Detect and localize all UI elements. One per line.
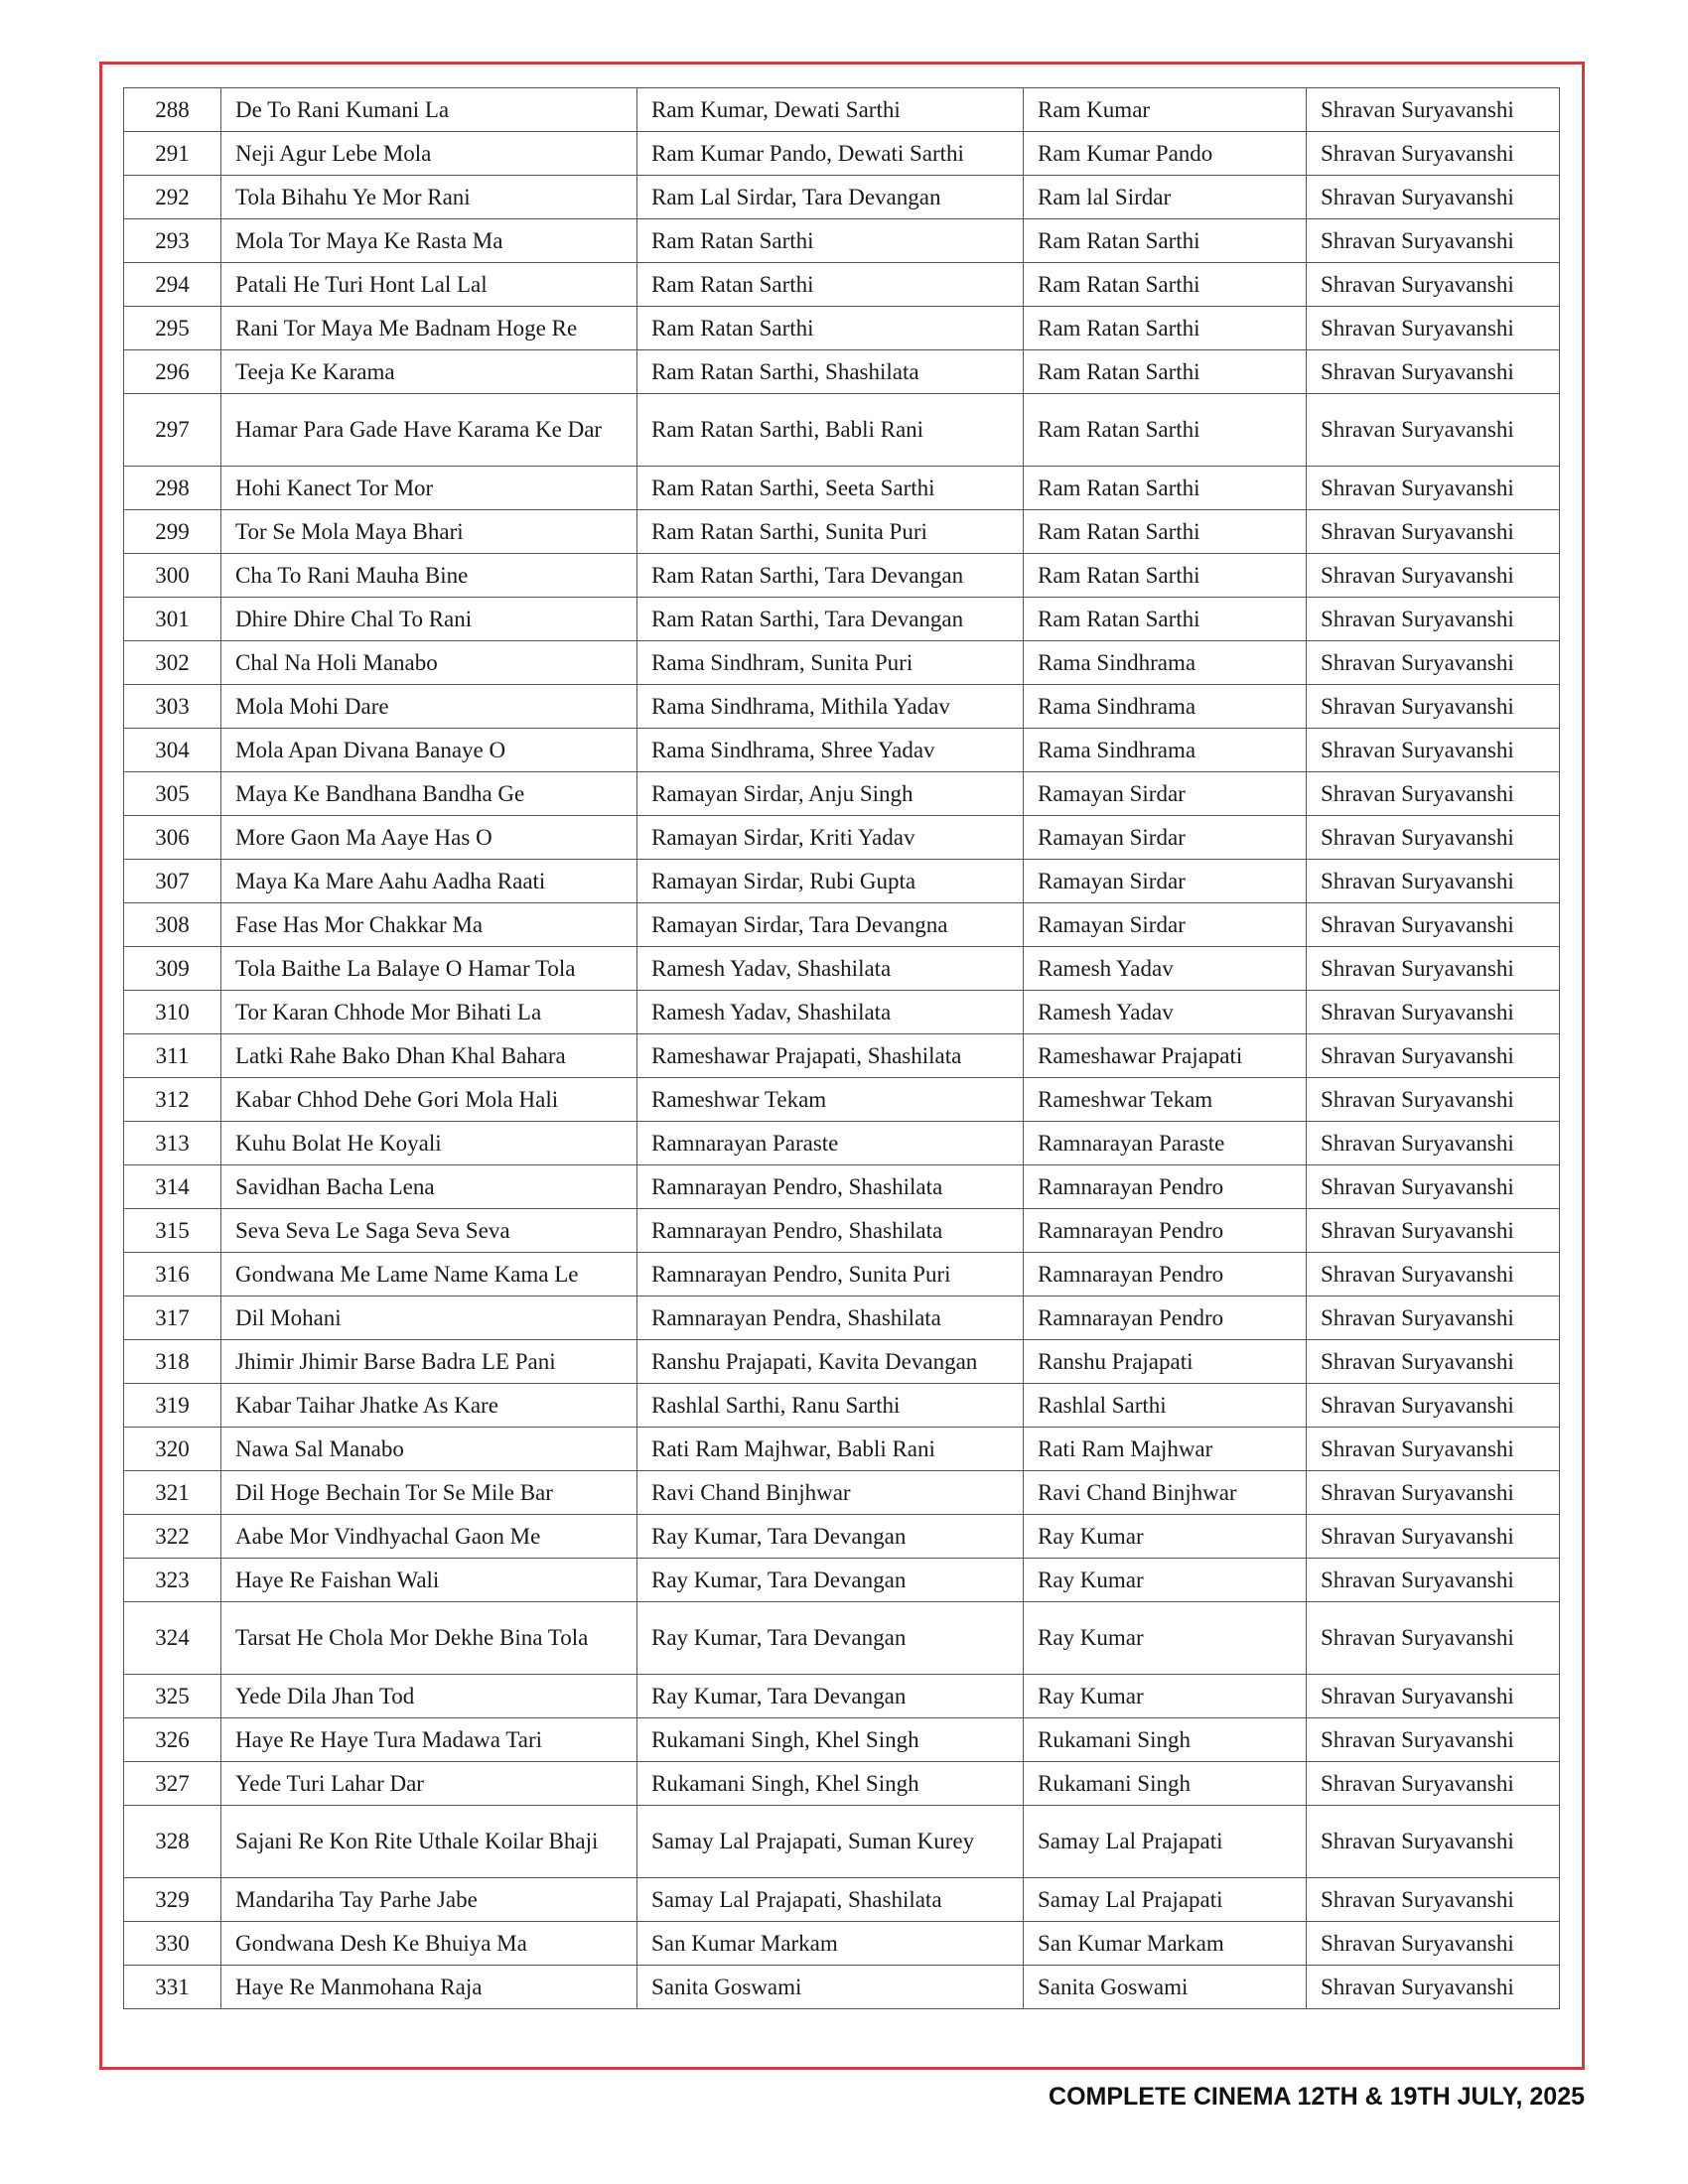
song-singers: Rama Sindhrama, Mithila Yadav: [637, 685, 1024, 729]
table-row: [124, 772, 1560, 816]
song-producer: Shravan Suryavanshi: [1307, 1384, 1560, 1428]
song-number: 293: [124, 219, 221, 263]
song-lyricist: Ravi Chand Binjhwar: [1024, 1471, 1307, 1515]
song-title: Seva Seva Le Saga Seva Seva: [221, 1209, 637, 1253]
song-lyricist: Ramayan Sirdar: [1024, 772, 1307, 816]
table-row: [124, 132, 1560, 176]
song-number: 323: [124, 1559, 221, 1602]
song-producer: Shravan Suryavanshi: [1307, 947, 1560, 991]
song-title: Mola Tor Maya Ke Rasta Ma: [221, 219, 637, 263]
song-producer: Shravan Suryavanshi: [1307, 1209, 1560, 1253]
song-singers: Ram Ratan Sarthi, Tara Devangan: [637, 554, 1024, 598]
song-number: 328: [124, 1806, 221, 1878]
song-number: 309: [124, 947, 221, 991]
song-title: Maya Ke Bandhana Bandha Ge: [221, 772, 637, 816]
song-table: [123, 87, 1560, 2009]
table-row: [124, 641, 1560, 685]
song-producer: Shravan Suryavanshi: [1307, 467, 1560, 510]
song-title: Chal Na Holi Manabo: [221, 641, 637, 685]
song-producer: Shravan Suryavanshi: [1307, 1922, 1560, 1966]
song-table-body: [124, 88, 1560, 2009]
table-row: [124, 1806, 1560, 1878]
song-number: 297: [124, 394, 221, 467]
song-lyricist: Ram Kumar: [1024, 88, 1307, 132]
song-number: 294: [124, 263, 221, 307]
song-title: Neji Agur Lebe Mola: [221, 132, 637, 176]
song-number: 326: [124, 1718, 221, 1762]
song-producer: Shravan Suryavanshi: [1307, 860, 1560, 903]
song-producer: Shravan Suryavanshi: [1307, 816, 1560, 860]
table-row: [124, 1209, 1560, 1253]
song-singers: Ramayan Sirdar, Kriti Yadav: [637, 816, 1024, 860]
song-singers: Ram Ratan Sarthi: [637, 219, 1024, 263]
song-title: Yede Dila Jhan Tod: [221, 1675, 637, 1718]
song-singers: Samay Lal Prajapati, Shashilata: [637, 1878, 1024, 1922]
song-singers: Rama Sindhram, Sunita Puri: [637, 641, 1024, 685]
song-singers: Ramnarayan Pendro, Shashilata: [637, 1165, 1024, 1209]
song-number: 312: [124, 1078, 221, 1122]
song-title: Latki Rahe Bako Dhan Khal Bahara: [221, 1034, 637, 1078]
song-producer: Shravan Suryavanshi: [1307, 729, 1560, 772]
song-number: 322: [124, 1515, 221, 1559]
song-singers: Ravi Chand Binjhwar: [637, 1471, 1024, 1515]
song-singers: Rashlal Sarthi, Ranu Sarthi: [637, 1384, 1024, 1428]
table-row: [124, 350, 1560, 394]
table-row: [124, 1878, 1560, 1922]
song-singers: Ray Kumar, Tara Devangan: [637, 1675, 1024, 1718]
song-singers: Ramayan Sirdar, Tara Devangna: [637, 903, 1024, 947]
table-row: [124, 1762, 1560, 1806]
footer-publication-line: COMPLETE CINEMA 12TH & 19TH JULY, 2025: [1049, 2083, 1585, 2111]
song-lyricist: Rameshawar Prajapati: [1024, 1034, 1307, 1078]
song-number: 299: [124, 510, 221, 554]
song-title: Dil Mohani: [221, 1297, 637, 1340]
song-title: Jhimir Jhimir Barse Badra LE Pani: [221, 1340, 637, 1384]
song-producer: Shravan Suryavanshi: [1307, 685, 1560, 729]
song-title: Dhire Dhire Chal To Rani: [221, 598, 637, 641]
song-lyricist: Ram Ratan Sarthi: [1024, 350, 1307, 394]
song-title: Fase Has Mor Chakkar Ma: [221, 903, 637, 947]
song-producer: Shravan Suryavanshi: [1307, 554, 1560, 598]
song-producer: Shravan Suryavanshi: [1307, 1253, 1560, 1297]
table-row: [124, 176, 1560, 219]
song-producer: Shravan Suryavanshi: [1307, 263, 1560, 307]
song-lyricist: Ramnarayan Pendro: [1024, 1209, 1307, 1253]
song-title: Rani Tor Maya Me Badnam Hoge Re: [221, 307, 637, 350]
song-number: 311: [124, 1034, 221, 1078]
table-row: [124, 816, 1560, 860]
song-number: 327: [124, 1762, 221, 1806]
table-row: [124, 903, 1560, 947]
song-number: 298: [124, 467, 221, 510]
song-number: 319: [124, 1384, 221, 1428]
song-number: 306: [124, 816, 221, 860]
song-number: 292: [124, 176, 221, 219]
song-producer: Shravan Suryavanshi: [1307, 1559, 1560, 1602]
song-lyricist: Rati Ram Majhwar: [1024, 1428, 1307, 1471]
table-row: [124, 307, 1560, 350]
song-title: Tor Se Mola Maya Bhari: [221, 510, 637, 554]
song-singers: Ram Ratan Sarthi: [637, 307, 1024, 350]
song-number: 329: [124, 1878, 221, 1922]
song-lyricist: Ram Ratan Sarthi: [1024, 510, 1307, 554]
song-singers: Ray Kumar, Tara Devangan: [637, 1602, 1024, 1675]
table-row: [124, 1078, 1560, 1122]
song-singers: Ramayan Sirdar, Rubi Gupta: [637, 860, 1024, 903]
song-producer: Shravan Suryavanshi: [1307, 1034, 1560, 1078]
song-number: 300: [124, 554, 221, 598]
table-row: [124, 394, 1560, 467]
song-singers: Ramnarayan Pendra, Shashilata: [637, 1297, 1024, 1340]
table-row: [124, 1297, 1560, 1340]
song-title: De To Rani Kumani La: [221, 88, 637, 132]
song-title: Cha To Rani Mauha Bine: [221, 554, 637, 598]
song-number: 303: [124, 685, 221, 729]
song-lyricist: Sanita Goswami: [1024, 1966, 1307, 2009]
table-row: [124, 598, 1560, 641]
song-lyricist: Ram Ratan Sarthi: [1024, 598, 1307, 641]
table-row: [124, 947, 1560, 991]
table-row: [124, 1675, 1560, 1718]
song-number: 315: [124, 1209, 221, 1253]
song-number: 325: [124, 1675, 221, 1718]
table-row: [124, 1340, 1560, 1384]
song-producer: Shravan Suryavanshi: [1307, 991, 1560, 1034]
song-producer: Shravan Suryavanshi: [1307, 1762, 1560, 1806]
table-row: [124, 1122, 1560, 1165]
song-singers: Ram Ratan Sarthi, Babli Rani: [637, 394, 1024, 467]
song-producer: Shravan Suryavanshi: [1307, 1122, 1560, 1165]
song-title: Kabar Taihar Jhatke As Kare: [221, 1384, 637, 1428]
song-lyricist: Ram Ratan Sarthi: [1024, 394, 1307, 467]
song-number: 316: [124, 1253, 221, 1297]
song-title: Kabar Chhod Dehe Gori Mola Hali: [221, 1078, 637, 1122]
song-title: Maya Ka Mare Aahu Aadha Raati: [221, 860, 637, 903]
song-singers: Ramnarayan Pendro, Sunita Puri: [637, 1253, 1024, 1297]
song-producer: Shravan Suryavanshi: [1307, 1428, 1560, 1471]
song-producer: Shravan Suryavanshi: [1307, 1297, 1560, 1340]
song-title: Hamar Para Gade Have Karama Ke Dar: [221, 394, 637, 467]
song-producer: Shravan Suryavanshi: [1307, 1675, 1560, 1718]
song-number: 318: [124, 1340, 221, 1384]
song-producer: Shravan Suryavanshi: [1307, 176, 1560, 219]
song-producer: Shravan Suryavanshi: [1307, 307, 1560, 350]
song-singers: Rama Sindhrama, Shree Yadav: [637, 729, 1024, 772]
song-producer: Shravan Suryavanshi: [1307, 903, 1560, 947]
song-number: 295: [124, 307, 221, 350]
song-lyricist: Rashlal Sarthi: [1024, 1384, 1307, 1428]
song-title: Gondwana Me Lame Name Kama Le: [221, 1253, 637, 1297]
song-number: 288: [124, 88, 221, 132]
song-title: Hohi Kanect Tor Mor: [221, 467, 637, 510]
song-lyricist: Ramnarayan Paraste: [1024, 1122, 1307, 1165]
song-singers: Ranshu Prajapati, Kavita Devangan: [637, 1340, 1024, 1384]
song-producer: Shravan Suryavanshi: [1307, 88, 1560, 132]
song-lyricist: Ramayan Sirdar: [1024, 816, 1307, 860]
song-title: Mandariha Tay Parhe Jabe: [221, 1878, 637, 1922]
table-row: [124, 554, 1560, 598]
table-row: [124, 1922, 1560, 1966]
song-lyricist: Ram Ratan Sarthi: [1024, 263, 1307, 307]
song-number: 310: [124, 991, 221, 1034]
song-lyricist: Samay Lal Prajapati: [1024, 1878, 1307, 1922]
song-singers: Ram Ratan Sarthi, Shashilata: [637, 350, 1024, 394]
song-lyricist: Ramnarayan Pendro: [1024, 1253, 1307, 1297]
song-producer: Shravan Suryavanshi: [1307, 132, 1560, 176]
song-producer: Shravan Suryavanshi: [1307, 598, 1560, 641]
song-number: 317: [124, 1297, 221, 1340]
song-title: Patali He Turi Hont Lal Lal: [221, 263, 637, 307]
song-lyricist: Ray Kumar: [1024, 1559, 1307, 1602]
song-title: Tola Bihahu Ye Mor Rani: [221, 176, 637, 219]
table-row: [124, 467, 1560, 510]
table-row: [124, 88, 1560, 132]
song-producer: Shravan Suryavanshi: [1307, 1602, 1560, 1675]
song-title: Nawa Sal Manabo: [221, 1428, 637, 1471]
song-lyricist: Ram lal Sirdar: [1024, 176, 1307, 219]
song-lyricist: Ray Kumar: [1024, 1675, 1307, 1718]
song-producer: Shravan Suryavanshi: [1307, 1078, 1560, 1122]
table-row: [124, 1471, 1560, 1515]
song-singers: Ram Ratan Sarthi, Sunita Puri: [637, 510, 1024, 554]
table-row: [124, 510, 1560, 554]
song-title: Dil Hoge Bechain Tor Se Mile Bar: [221, 1471, 637, 1515]
song-producer: Shravan Suryavanshi: [1307, 1340, 1560, 1384]
song-singers: San Kumar Markam: [637, 1922, 1024, 1966]
song-number: 307: [124, 860, 221, 903]
song-title: Mola Mohi Dare: [221, 685, 637, 729]
song-singers: Ray Kumar, Tara Devangan: [637, 1515, 1024, 1559]
song-number: 302: [124, 641, 221, 685]
table-row: [124, 1253, 1560, 1297]
table-row: [124, 1718, 1560, 1762]
song-lyricist: Ramnarayan Pendro: [1024, 1297, 1307, 1340]
song-title: Aabe Mor Vindhyachal Gaon Me: [221, 1515, 637, 1559]
song-singers: Rukamani Singh, Khel Singh: [637, 1718, 1024, 1762]
song-number: 324: [124, 1602, 221, 1675]
song-singers: Ramnarayan Pendro, Shashilata: [637, 1209, 1024, 1253]
song-singers: Ramnarayan Paraste: [637, 1122, 1024, 1165]
table-row: [124, 1034, 1560, 1078]
song-lyricist: Samay Lal Prajapati: [1024, 1806, 1307, 1878]
song-title: Yede Turi Lahar Dar: [221, 1762, 637, 1806]
song-number: 313: [124, 1122, 221, 1165]
song-title: Sajani Re Kon Rite Uthale Koilar Bhaji: [221, 1806, 637, 1878]
song-lyricist: Ramesh Yadav: [1024, 947, 1307, 991]
song-lyricist: Ramesh Yadav: [1024, 991, 1307, 1034]
song-producer: Shravan Suryavanshi: [1307, 1165, 1560, 1209]
song-number: 308: [124, 903, 221, 947]
song-lyricist: San Kumar Markam: [1024, 1922, 1307, 1966]
song-singers: Ramayan Sirdar, Anju Singh: [637, 772, 1024, 816]
table-row: [124, 219, 1560, 263]
song-title: Mola Apan Divana Banaye O: [221, 729, 637, 772]
song-singers: Ram Ratan Sarthi, Tara Devangan: [637, 598, 1024, 641]
song-singers: Ram Ratan Sarthi, Seeta Sarthi: [637, 467, 1024, 510]
song-title: Haye Re Haye Tura Madawa Tari: [221, 1718, 637, 1762]
song-number: 320: [124, 1428, 221, 1471]
song-lyricist: Rama Sindhrama: [1024, 729, 1307, 772]
table-row: [124, 991, 1560, 1034]
song-lyricist: Ram Ratan Sarthi: [1024, 467, 1307, 510]
song-number: 321: [124, 1471, 221, 1515]
song-singers: Ram Kumar Pando, Dewati Sarthi: [637, 132, 1024, 176]
song-lyricist: Rukamani Singh: [1024, 1762, 1307, 1806]
song-producer: Shravan Suryavanshi: [1307, 772, 1560, 816]
song-producer: Shravan Suryavanshi: [1307, 350, 1560, 394]
table-row: [124, 1559, 1560, 1602]
song-producer: Shravan Suryavanshi: [1307, 1878, 1560, 1922]
song-lyricist: Ray Kumar: [1024, 1602, 1307, 1675]
song-singers: Ram Ratan Sarthi: [637, 263, 1024, 307]
song-number: 301: [124, 598, 221, 641]
song-singers: Ram Kumar, Dewati Sarthi: [637, 88, 1024, 132]
song-producer: Shravan Suryavanshi: [1307, 1806, 1560, 1878]
song-lyricist: Ram Kumar Pando: [1024, 132, 1307, 176]
table-row: [124, 1602, 1560, 1675]
song-title: Tor Karan Chhode Mor Bihati La: [221, 991, 637, 1034]
song-singers: Rukamani Singh, Khel Singh: [637, 1762, 1024, 1806]
song-singers: Ramesh Yadav, Shashilata: [637, 947, 1024, 991]
song-lyricist: Ranshu Prajapati: [1024, 1340, 1307, 1384]
song-title: Haye Re Faishan Wali: [221, 1559, 637, 1602]
song-lyricist: Ram Ratan Sarthi: [1024, 219, 1307, 263]
table-row: [124, 729, 1560, 772]
song-title: More Gaon Ma Aaye Has O: [221, 816, 637, 860]
table-row: [124, 685, 1560, 729]
song-title: Teeja Ke Karama: [221, 350, 637, 394]
song-lyricist: Rukamani Singh: [1024, 1718, 1307, 1762]
song-lyricist: Ram Ratan Sarthi: [1024, 307, 1307, 350]
song-producer: Shravan Suryavanshi: [1307, 1718, 1560, 1762]
table-row: [124, 1384, 1560, 1428]
table-row: [124, 1515, 1560, 1559]
song-lyricist: Ram Ratan Sarthi: [1024, 554, 1307, 598]
song-producer: Shravan Suryavanshi: [1307, 219, 1560, 263]
song-lyricist: Rameshwar Tekam: [1024, 1078, 1307, 1122]
song-number: 296: [124, 350, 221, 394]
song-singers: Rameshwar Tekam: [637, 1078, 1024, 1122]
song-singers: Sanita Goswami: [637, 1966, 1024, 2009]
song-number: 304: [124, 729, 221, 772]
table-row: [124, 1966, 1560, 2009]
song-producer: Shravan Suryavanshi: [1307, 641, 1560, 685]
table-row: [124, 860, 1560, 903]
song-lyricist: Ramayan Sirdar: [1024, 860, 1307, 903]
song-singers: Samay Lal Prajapati, Suman Kurey: [637, 1806, 1024, 1878]
song-singers: Ram Lal Sirdar, Tara Devangan: [637, 176, 1024, 219]
song-singers: Rati Ram Majhwar, Babli Rani: [637, 1428, 1024, 1471]
song-title: Haye Re Manmohana Raja: [221, 1966, 637, 2009]
song-producer: Shravan Suryavanshi: [1307, 1471, 1560, 1515]
song-title: Kuhu Bolat He Koyali: [221, 1122, 637, 1165]
song-title: Tola Baithe La Balaye O Hamar Tola: [221, 947, 637, 991]
song-singers: Rameshawar Prajapati, Shashilata: [637, 1034, 1024, 1078]
song-producer: Shravan Suryavanshi: [1307, 510, 1560, 554]
table-row: [124, 263, 1560, 307]
table-row: [124, 1428, 1560, 1471]
song-number: 314: [124, 1165, 221, 1209]
song-singers: Ramesh Yadav, Shashilata: [637, 991, 1024, 1034]
song-title: Savidhan Bacha Lena: [221, 1165, 637, 1209]
song-lyricist: Rama Sindhrama: [1024, 685, 1307, 729]
song-number: 330: [124, 1922, 221, 1966]
song-number: 331: [124, 1966, 221, 2009]
song-producer: Shravan Suryavanshi: [1307, 1515, 1560, 1559]
song-singers: Ray Kumar, Tara Devangan: [637, 1559, 1024, 1602]
song-lyricist: Rama Sindhrama: [1024, 641, 1307, 685]
table-row: [124, 1165, 1560, 1209]
song-number: 305: [124, 772, 221, 816]
song-lyricist: Ray Kumar: [1024, 1515, 1307, 1559]
song-lyricist: Ramayan Sirdar: [1024, 903, 1307, 947]
song-title: Gondwana Desh Ke Bhuiya Ma: [221, 1922, 637, 1966]
song-lyricist: Ramnarayan Pendro: [1024, 1165, 1307, 1209]
song-title: Tarsat He Chola Mor Dekhe Bina Tola: [221, 1602, 637, 1675]
song-number: 291: [124, 132, 221, 176]
song-producer: Shravan Suryavanshi: [1307, 1966, 1560, 2009]
song-producer: Shravan Suryavanshi: [1307, 394, 1560, 467]
